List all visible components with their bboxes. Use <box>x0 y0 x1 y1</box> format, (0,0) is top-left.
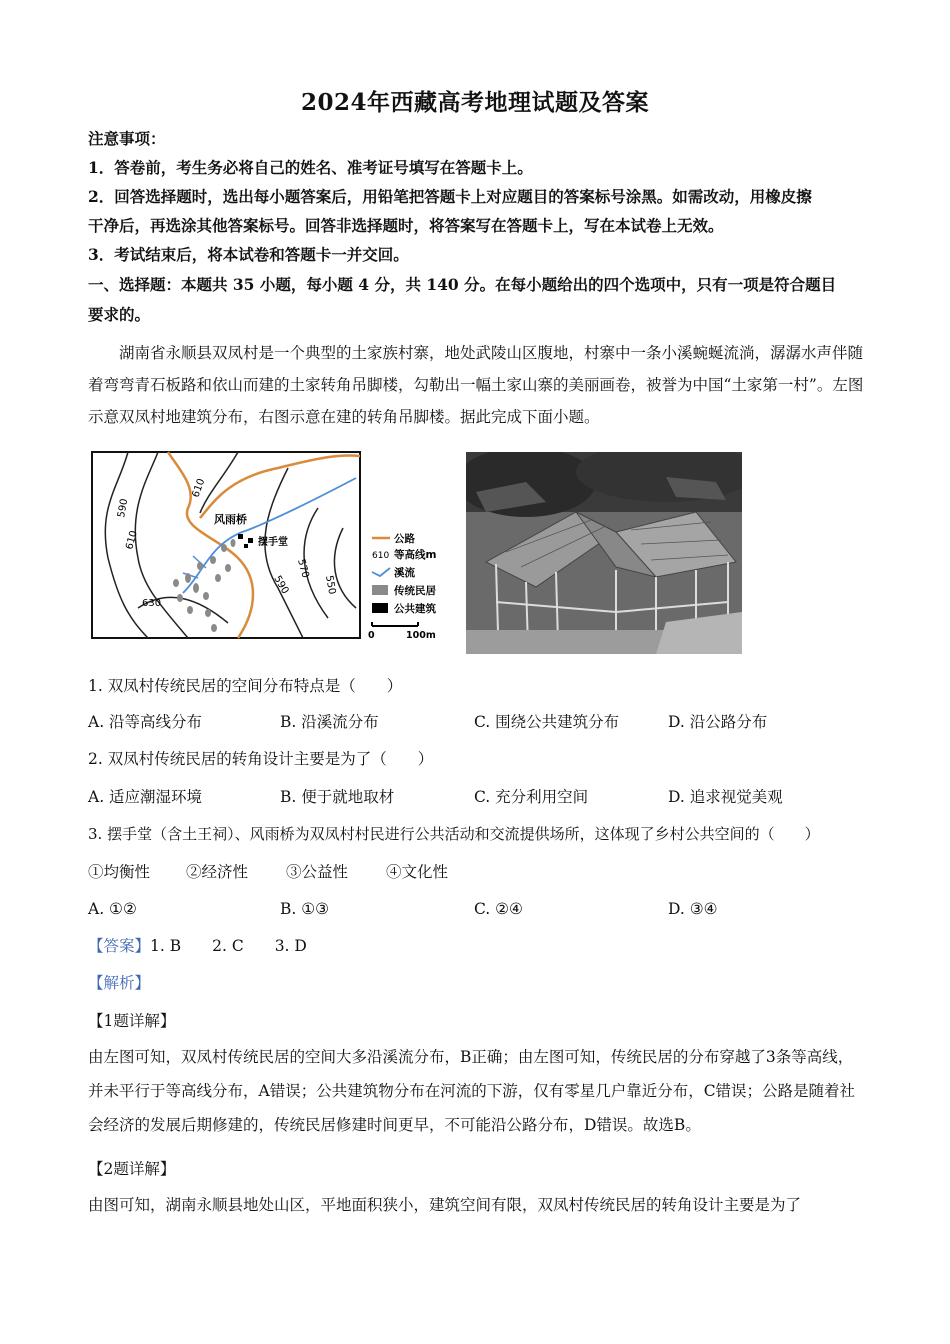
q3-statement-3: ③公益性 <box>286 863 349 881</box>
q2-option-a: A. 适应潮湿环境 <box>88 788 203 806</box>
scale-distance: 100m <box>406 630 436 641</box>
legend-stream: 溪流 <box>394 567 415 579</box>
q1-option-a: A. 沿等高线分布 <box>88 713 203 731</box>
stream-line <box>248 478 356 530</box>
q1-option-b: B. 沿溪流分布 <box>280 713 379 731</box>
q2-detail-label: 【2题详解】 <box>88 1160 176 1178</box>
q3-option-b: B. ①③ <box>280 900 330 918</box>
hall-label: 摆手堂 <box>258 537 288 548</box>
section-heading-cont: 要求的。 <box>88 305 151 324</box>
traditional-houses <box>173 539 236 632</box>
contour-label: 590 <box>271 574 291 597</box>
notice-heading: 注意事项： <box>88 129 166 148</box>
q3-option-a: A. ①② <box>88 900 137 918</box>
contour-label: 610 <box>124 529 140 551</box>
q3-statement-1: ①均衡性 <box>88 863 151 881</box>
legend-road: 公路 <box>394 533 415 545</box>
answer-text: 1. B 2. C 3. D <box>150 937 307 955</box>
bridge-label: 风雨桥 <box>214 513 247 526</box>
legend-contour: 等高线m <box>394 549 437 561</box>
legend-public-swatch <box>372 603 388 613</box>
page-title: 2024年西藏高考地理试题及答案 <box>300 89 649 116</box>
q3-option-c: C. ②④ <box>474 900 523 918</box>
q2-option-d: D. 追求视觉美观 <box>668 788 783 806</box>
legend-house-swatch <box>372 585 388 595</box>
legend-contour-value: 610 <box>372 551 390 561</box>
answer-line <box>88 935 868 957</box>
legend-stream-swatch <box>372 568 390 576</box>
answer-label: 【答案】 <box>88 937 151 955</box>
q3-statement-2: ②经济性 <box>186 863 249 881</box>
notice-item-1: 1．答卷前，考生务必将自己的姓名、准考证号填写在答题卡上。 <box>88 158 533 177</box>
notice-item-2-cont: 干净后，再选涂其他答案标号。回答非选择题时，将答案写在答题卡上，写在本试卷上无效。 <box>88 216 724 235</box>
question-2-stem: 2. 双凤村传统民居的转角设计主要是为了（ ） <box>88 750 434 768</box>
village-map <box>88 448 460 644</box>
contour-label: 610 <box>190 477 208 500</box>
scale-zero: 0 <box>368 630 375 641</box>
q1-detail-label: 【1题详解】 <box>88 1012 176 1030</box>
notice-item-3: 3．考试结束后，将本试卷和答题卡一并交回。 <box>88 245 409 264</box>
contour-line <box>265 468 303 638</box>
stilt-house-photo <box>466 452 742 654</box>
q1-detail-text: 由左图可知，双凤村传统民居的空间大多沿溪流分布，B正确；由左图可知，传统民居的分布穿越了3条等高线，并未平行于等高线分布，A错误；公共建筑物分布在河流的下游，仅有零星几户靠近分布，C错误；公路是随着社会经济的发展后期修建的，传统民居修建时间更早，不可能沿公路分布，D错误。故选B。 <box>88 1048 856 1134</box>
contour-label: 570 <box>295 557 311 580</box>
question-1-stem: 1. 双凤村传统民居的空间分布特点是（ ） <box>88 677 403 695</box>
analysis-label: 【解析】 <box>88 974 151 992</box>
notice-item-2: 2．回答选择题时，选出每小题答案后，用铅笔把答题卡上对应题目的答案标号涂黑。如需改动，用橡皮擦 <box>88 187 812 206</box>
section-heading: 一、选择题：本题共 35 小题，每小题 4 分，共 140 分。在每小题给出的四个选项中，只有一项是符合题目 <box>88 275 837 294</box>
legend-house: 传统民居 <box>394 585 436 597</box>
q1-option-d: D. 沿公路分布 <box>668 713 768 731</box>
legend-public: 公共建筑 <box>394 603 436 615</box>
contour-line <box>334 528 356 608</box>
public-buildings <box>238 534 253 548</box>
contour-line <box>135 452 188 638</box>
q1-option-c: C. 围绕公共建筑分布 <box>474 713 620 731</box>
q3-statement-4: ④文化性 <box>386 863 449 881</box>
q2-option-c: C. 充分利用空间 <box>474 788 589 806</box>
q2-option-b: B. 便于就地取材 <box>280 788 395 806</box>
q3-option-d: D. ③④ <box>668 900 718 918</box>
question-3-stem: 3. 摆手堂（含土王祠）、风雨桥为双凤村村民进行公共活动和交流提供场所，这体现了乡村公共空间的（ ） <box>88 825 820 843</box>
q2-detail-text: 由图可知，湖南永顺县地处山区，平地面积狭小，建筑空间有限，双凤村传统民居的转角设计主要是为了 <box>88 1196 802 1214</box>
contour-label: 630 <box>142 598 162 609</box>
contour-label: 590 <box>116 497 131 519</box>
contour-label: 550 <box>323 574 338 596</box>
intro-paragraph: 湖南省永顺县双凤村是一个典型的土家族村寨，地处武陵山区腹地，村寨中一条小溪蜿蜒流淌，潺潺水声伴随着弯弯青石板路和依山而建的土家转角吊脚楼，勾勒出一幅土家山寨的美丽画卷，被誉为中国“土家第一村”。左图示意双凤村地建筑分布，右图示意在建的转角吊脚楼。据此完成下面小题。 <box>88 344 864 426</box>
